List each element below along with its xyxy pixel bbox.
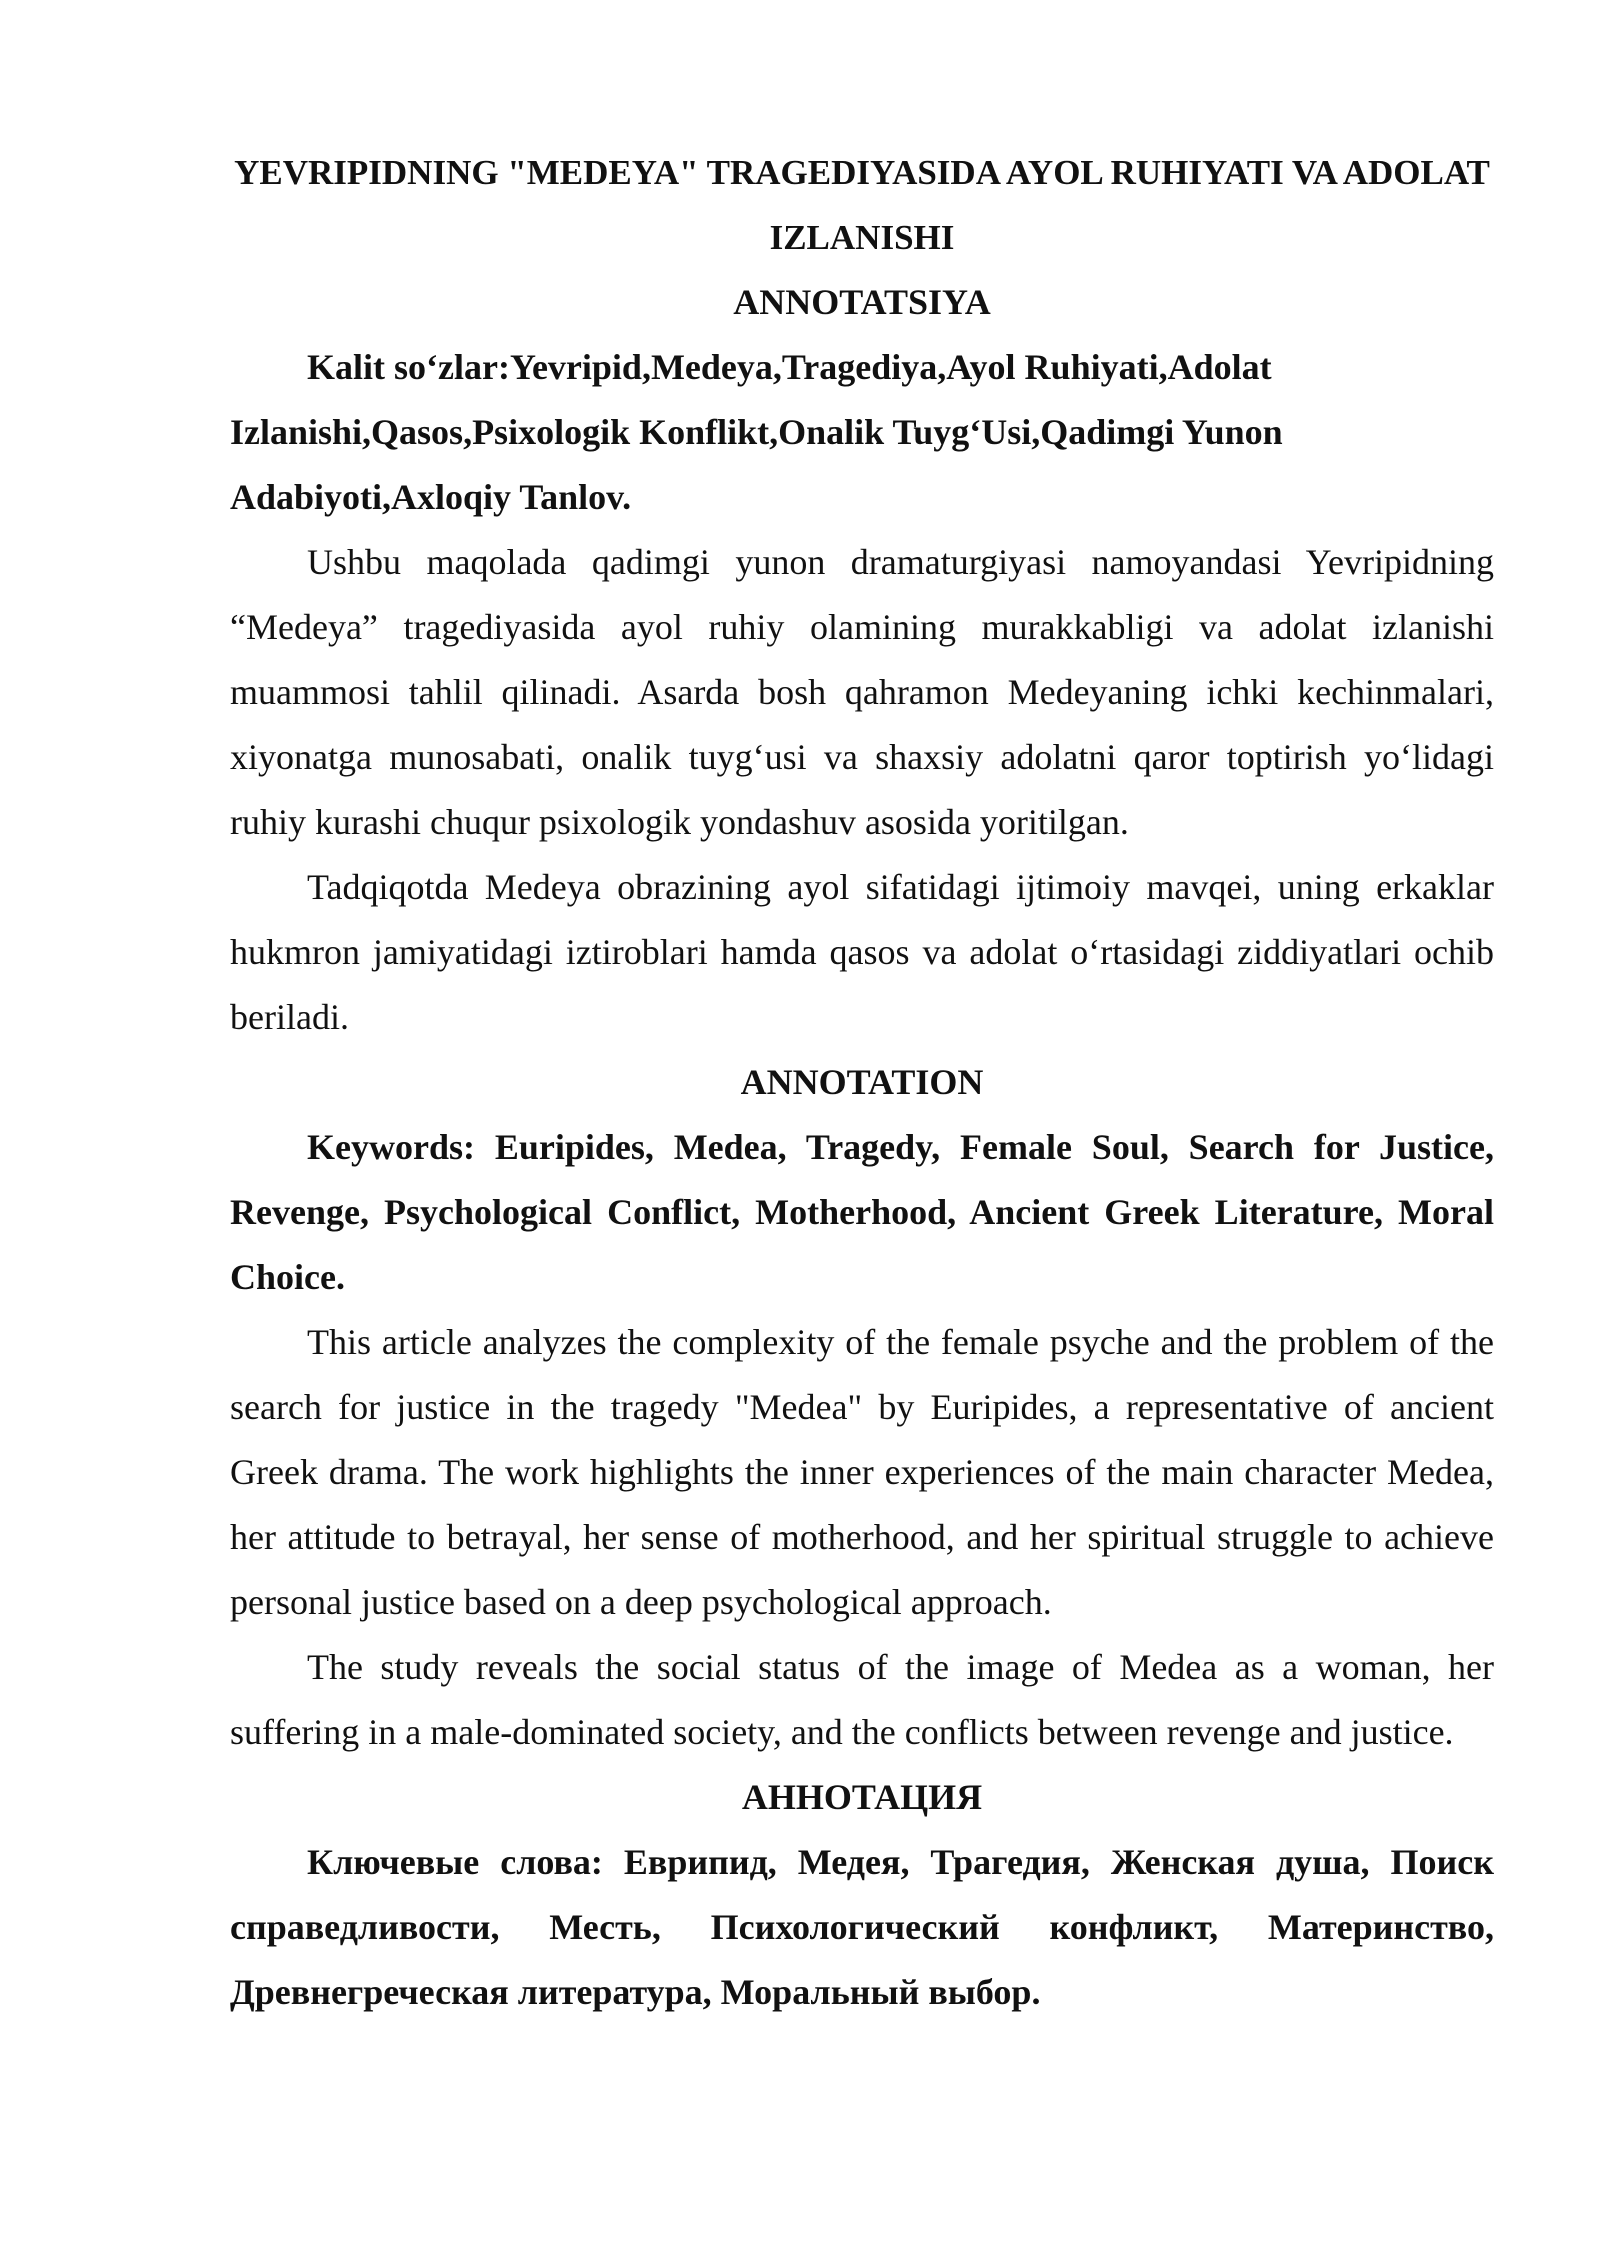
uzbek-annotation-section	[230, 270, 1494, 1050]
russian-annotation-section	[230, 1765, 1494, 2025]
russian-annotation-heading: АННОТАЦИЯ	[741, 1777, 983, 1817]
uzbek-keywords: Kalit so‘zlar:Yevripid,Medeya,Tragediya,Ayol Ruhiyati,Adolat Izlanishi,Qasos,Psixologik Konflikt,Onalik Tuyg‘Usi,Qadimgi Yunon Adabiyoti,Axloqiy Tanlov.	[230, 347, 1283, 517]
english-keywords: Keywords: Euripides, Medea, Tragedy, Female Soul, Search for Justice, Revenge, Psychological Conflict, Motherhood, Ancient Greek Literature, Moral Choice.	[230, 1127, 1494, 1297]
document-page	[230, 140, 1494, 2025]
uzbek-annotation-heading: ANNOTATSIYA	[733, 282, 991, 322]
document-title: YEVRIPIDNING "MEDEYA" TRAGEDIYASIDA AYOL RUHIYATI VA ADOLAT IZLANISHI	[234, 153, 1490, 257]
english-annotation-heading: ANNOTATION	[740, 1062, 984, 1102]
uzbek-paragraph-2: Tadqiqotda Medeya obrazining ayol sifatidagi ijtimoiy mavqei, uning erkaklar hukmron jamiyatidagi iztiroblari hamda qasos va adolat o‘rtasidagi ziddiyatlari ochib beriladi.	[230, 867, 1494, 1037]
english-annotation-section	[230, 1050, 1494, 1765]
uzbek-paragraph-1: Ushbu maqolada qadimgi yunon dramaturgiyasi namoyandasi Yevripidning “Medeya” tragediyasida ayol ruhiy olamining murakkabligi va adolat izlanishi muammosi tahlil qilinadi. Asarda bosh qahramon Medeyaning ichki kechinmalari, xiyonatga munosabati, onalik tuyg‘usi va shaxsiy adolatni qaror toptirish yo‘lidagi ruhiy kurashi chuqur psixologik yondashuv asosida yoritilgan.	[230, 542, 1494, 842]
english-paragraph-1: This article analyzes the complexity of the female psyche and the problem of the search for justice in the tragedy "Medea" by Euripides, a representative of ancient Greek drama. The work highlights the inner experiences of the main character Medea, her attitude to betrayal, her sense of motherhood, and her spiritual struggle to achieve personal justice based on a deep psychological approach.	[230, 1322, 1494, 1622]
russian-keywords: Ключевые слова: Еврипид, Медея, Трагедия, Женская душа, Поиск справедливости, Месть, Психологический конфликт, Материнство, Древнегреческая литература, Моральный выбор.	[230, 1842, 1494, 2012]
english-paragraph-2: The study reveals the social status of the image of Medea as a woman, her suffering in a male-dominated society, and the conflicts between revenge and justice.	[230, 1647, 1494, 1752]
